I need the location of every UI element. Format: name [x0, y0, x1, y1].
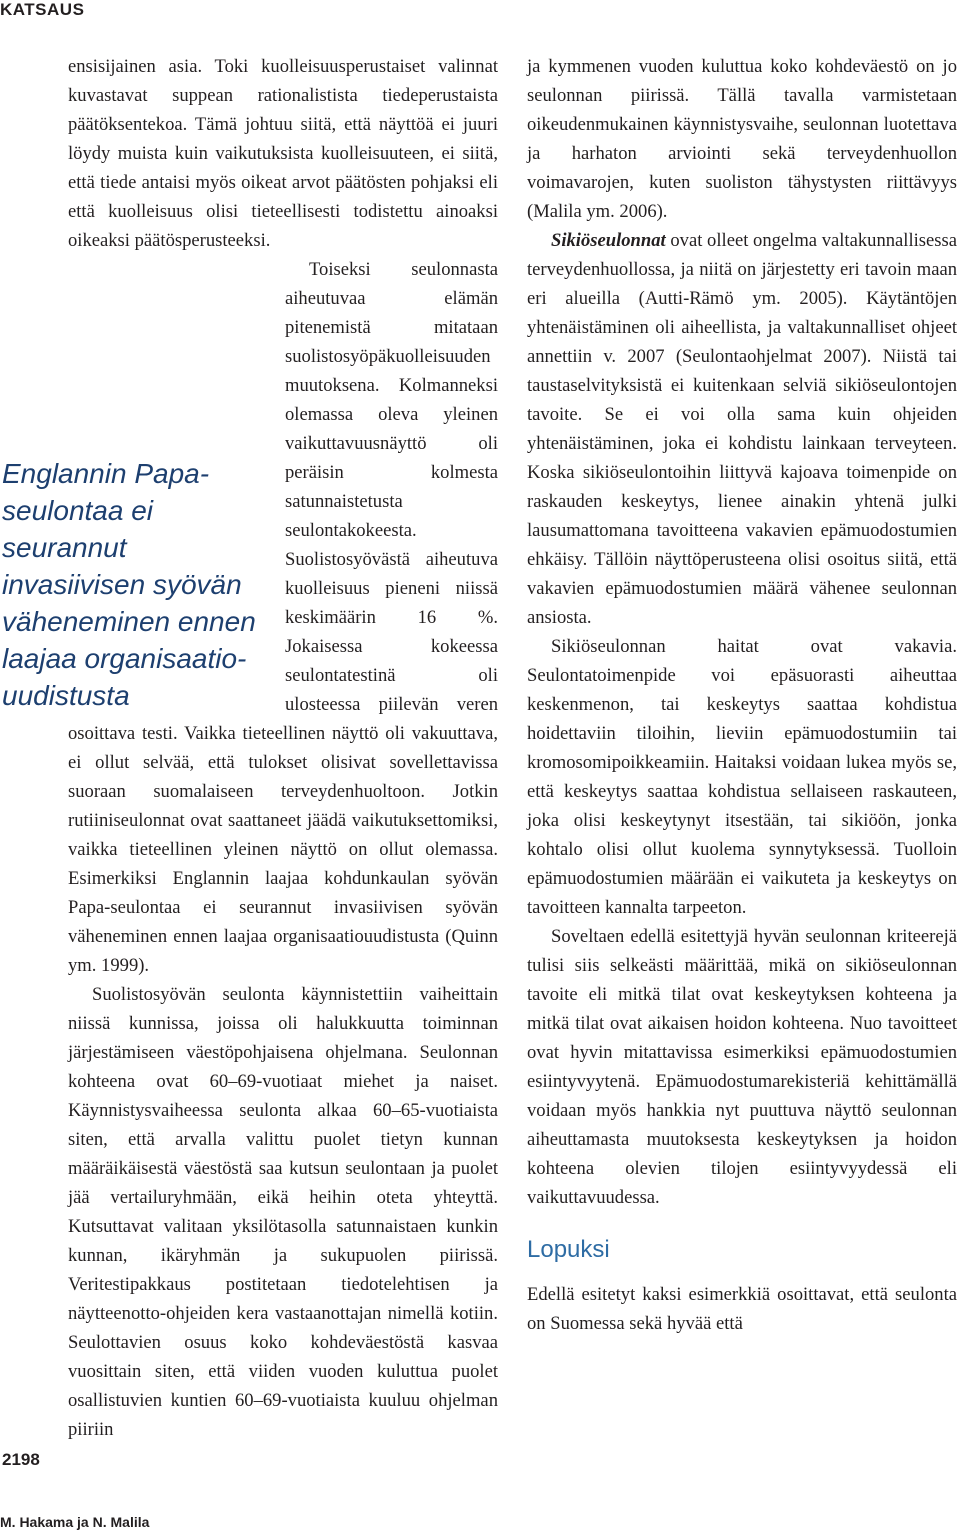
paragraph-text: Toiseksi seulonnasta aiheutuvaa elämän pitenemistä mitataan suolistosyöpäkuolleisuuden muutoksena. Kolmanneksi olemassa oleva yleinen vaikuttavuusnäyttö oli peräisin kolmesta satunnaistetusta seulontakokeesta. Suolistosyövästä aiheutuva kuolleisuus pieneni niissä keskimäärin 16 %. Jokaisessa kokeessa seulontatestinä oli ulosteessa piilevän veren osoittava testi. Vaikka tieteellinen näyttö oli vakuuttava, ei ollut selvää, että tulokset olisivat sovellettavissa suoraan suomalaiseen terveydenhuoltoon. Jotkin rutiiniseulonnat ovat saattaneet jäädä vaikutuksettomiksi, vaikka tieteellinen yleinen näyttö on ollut olemassa. Esimerkiksi Englannin laajaa kohdunkaulan syövän Papa-seulontaa ei seurannut invasiivisen syövän väheneminen ennen laajaa organisaatiouudistusta (Quinn ym. 1999).	[68, 259, 498, 976]
footer-authors: M. Hakama ja N. Malila	[0, 1514, 150, 1530]
paragraph: ja kymmenen vuoden kuluttua koko kohdeväestö on jo seulonnan piirissä. Tällä tavalla varmistetaan oikeudenmukainen käynnistysvaihe, seulonnan luotettava ja harhaton arviointi sekä terveydenhuollon voimavarojen, kuten suoliston tähystysten riittävyys (Malila ym. 2006).	[527, 56, 957, 222]
pull-quote: Englannin Papa-seulontaa ei seurannut invasiivisen syövän väheneminen ennen laajaa organisaatio-uudistusta	[2, 458, 256, 711]
section-label: KATSAUS	[0, 0, 85, 19]
page-number: 2198	[2, 1450, 40, 1469]
paragraph: Suolistosyövän seulonta käynnistettiin vaiheittain niissä kunnissa, joissa oli halukkuutta toiminnan järjestämiseen väestöpohjaisena ohjelmana. Seulonnan kohteena ovat 60–69-vuotiaat miehet ja naiset. Käynnistysvaiheessa seulonta alkaa 60–65-vuotiaista siten, että arvalla valittu puolet tietyn kunnan määräikäisestä väestöstä saa kutsun seulontaan ja puolet jää vertailuryhmään, eikä heihin oteta yhteyttä. Kutsuttavat valitaan yksilötasolla satunnaistaen kunkin kunnan, ikäryhmän ja sukupuolen piirissä. Veritestipakkaus postitetaan tiedotelehtisen ja näytteenotto-ohjeiden kera vastaanottajan nimellä kotiin. Seulottavien osuus koko kohdeväestöstä kasvaa vuosittain siten, että viiden vuoden kuluttua puolet osallistuvien kuntien 60–69-vuotiaista kuuluu ohjelman piiriin	[68, 984, 498, 1440]
paragraph: Sikiöseulonnan haitat ovat vakavia. Seulontatoimenpide voi epäsuorasti aiheuttaa keskenmenon, tai keskeytys saattaa kohdistua hoidettaviin tiloihin, lieviin epämuodostumiin tai kromosomipoikkeamiin. Haitaksi voidaan lukea myös se, että keskeytys saattaa kohdistua sellaiseen raskauteen, joka olisi keskeytynyt itsestään, tai sikiöön, jonka kohtalo olisi ollut kuolema synnytyksessä. Tuolloin epämuodostumien määrään ei vaikuteta ja keskeytys on tavoitteen kannalta tarpeeton.	[527, 636, 957, 918]
paragraph: Edellä esitetyt kaksi esimerkkiä osoittavat, että seulonta on Suomessa sekä hyvää että	[527, 1284, 957, 1334]
paragraph	[527, 226, 957, 632]
column-right	[527, 52, 957, 1338]
paragraph: Soveltaen edellä esitettyjä hyvän seulonnan kriteerejä tulisi siis selkeästi määrittää, mikä on sikiöseulonnan tavoite eli mitkä tilat ovat keskeytyksen kohteena ja mitkä tilat ovat aikaisen hoidon kohteena. Nuo tavoitteet ovat hyvin mitattavissa esimerkiksi epämuodostumien esiintyvyytenä. Epämuodostumarekisteriä kehittämällä voidaan myös hankkia nyt puuttuva näyttö seulonnan aiheuttamasta muutoksesta keskeytyksen ja hoidon kohteena olevien tilojen esiintyvyydessä eli vaikuttavuudessa.	[527, 926, 957, 1208]
paragraph: ensisijainen asia. Toki kuolleisuusperustaiset valinnat kuvastavat suppean rationalistista tiedeperustaista päätöksentekoa. Tämä johtuu siitä, että näyttöä ei juuri löydy muista kuin vaikutuksista kuolleisuuteen, ei siitä, että tiede antaisi myös oikeat arvot päätösten pohjaksi eli että kuolleisuus olisi tieteellisesti todistettu ainoaksi oikeaksi päätösperusteeksi.	[68, 56, 498, 251]
paragraph-text: ovat olleet ongelma valtakunnallisessa terveydenhuollossa, ja niitä on järjestetty eri tavoin maan eri alueilla (Autti-Rämö ym. 2005). Käytäntöjen yhtenäistäminen oli aiheellista, ja valtakunnalliset ohjeet annettiin v. 2007 (Seulontaohjelmat 2007). Niistä tai taustaselvityksistä ei kuitenkaan selviä sikiöseulontojen tavoite. Se ei voi olla sama kuin ohjeiden yhtenäistäminen, joka ei kohdistu lainkaan terveyteen. Koska sikiöseulontoihin liittyvä kajoava toimenpide on raskauden keskeytys, lienee ainakin yhtenä julki lausumattomana tavoitteena vakavien epämuodostumien ehkäisy. Tällöin näyttöperusteena olisi osoitus siitä, että vakavien epämuodostumien määrä vähenee seulonnan ansiosta.	[527, 230, 957, 628]
run-in-heading: Sikiöseulonnat	[551, 230, 666, 251]
section-heading: Lopuksi	[527, 1236, 610, 1263]
column-left	[68, 52, 498, 1444]
